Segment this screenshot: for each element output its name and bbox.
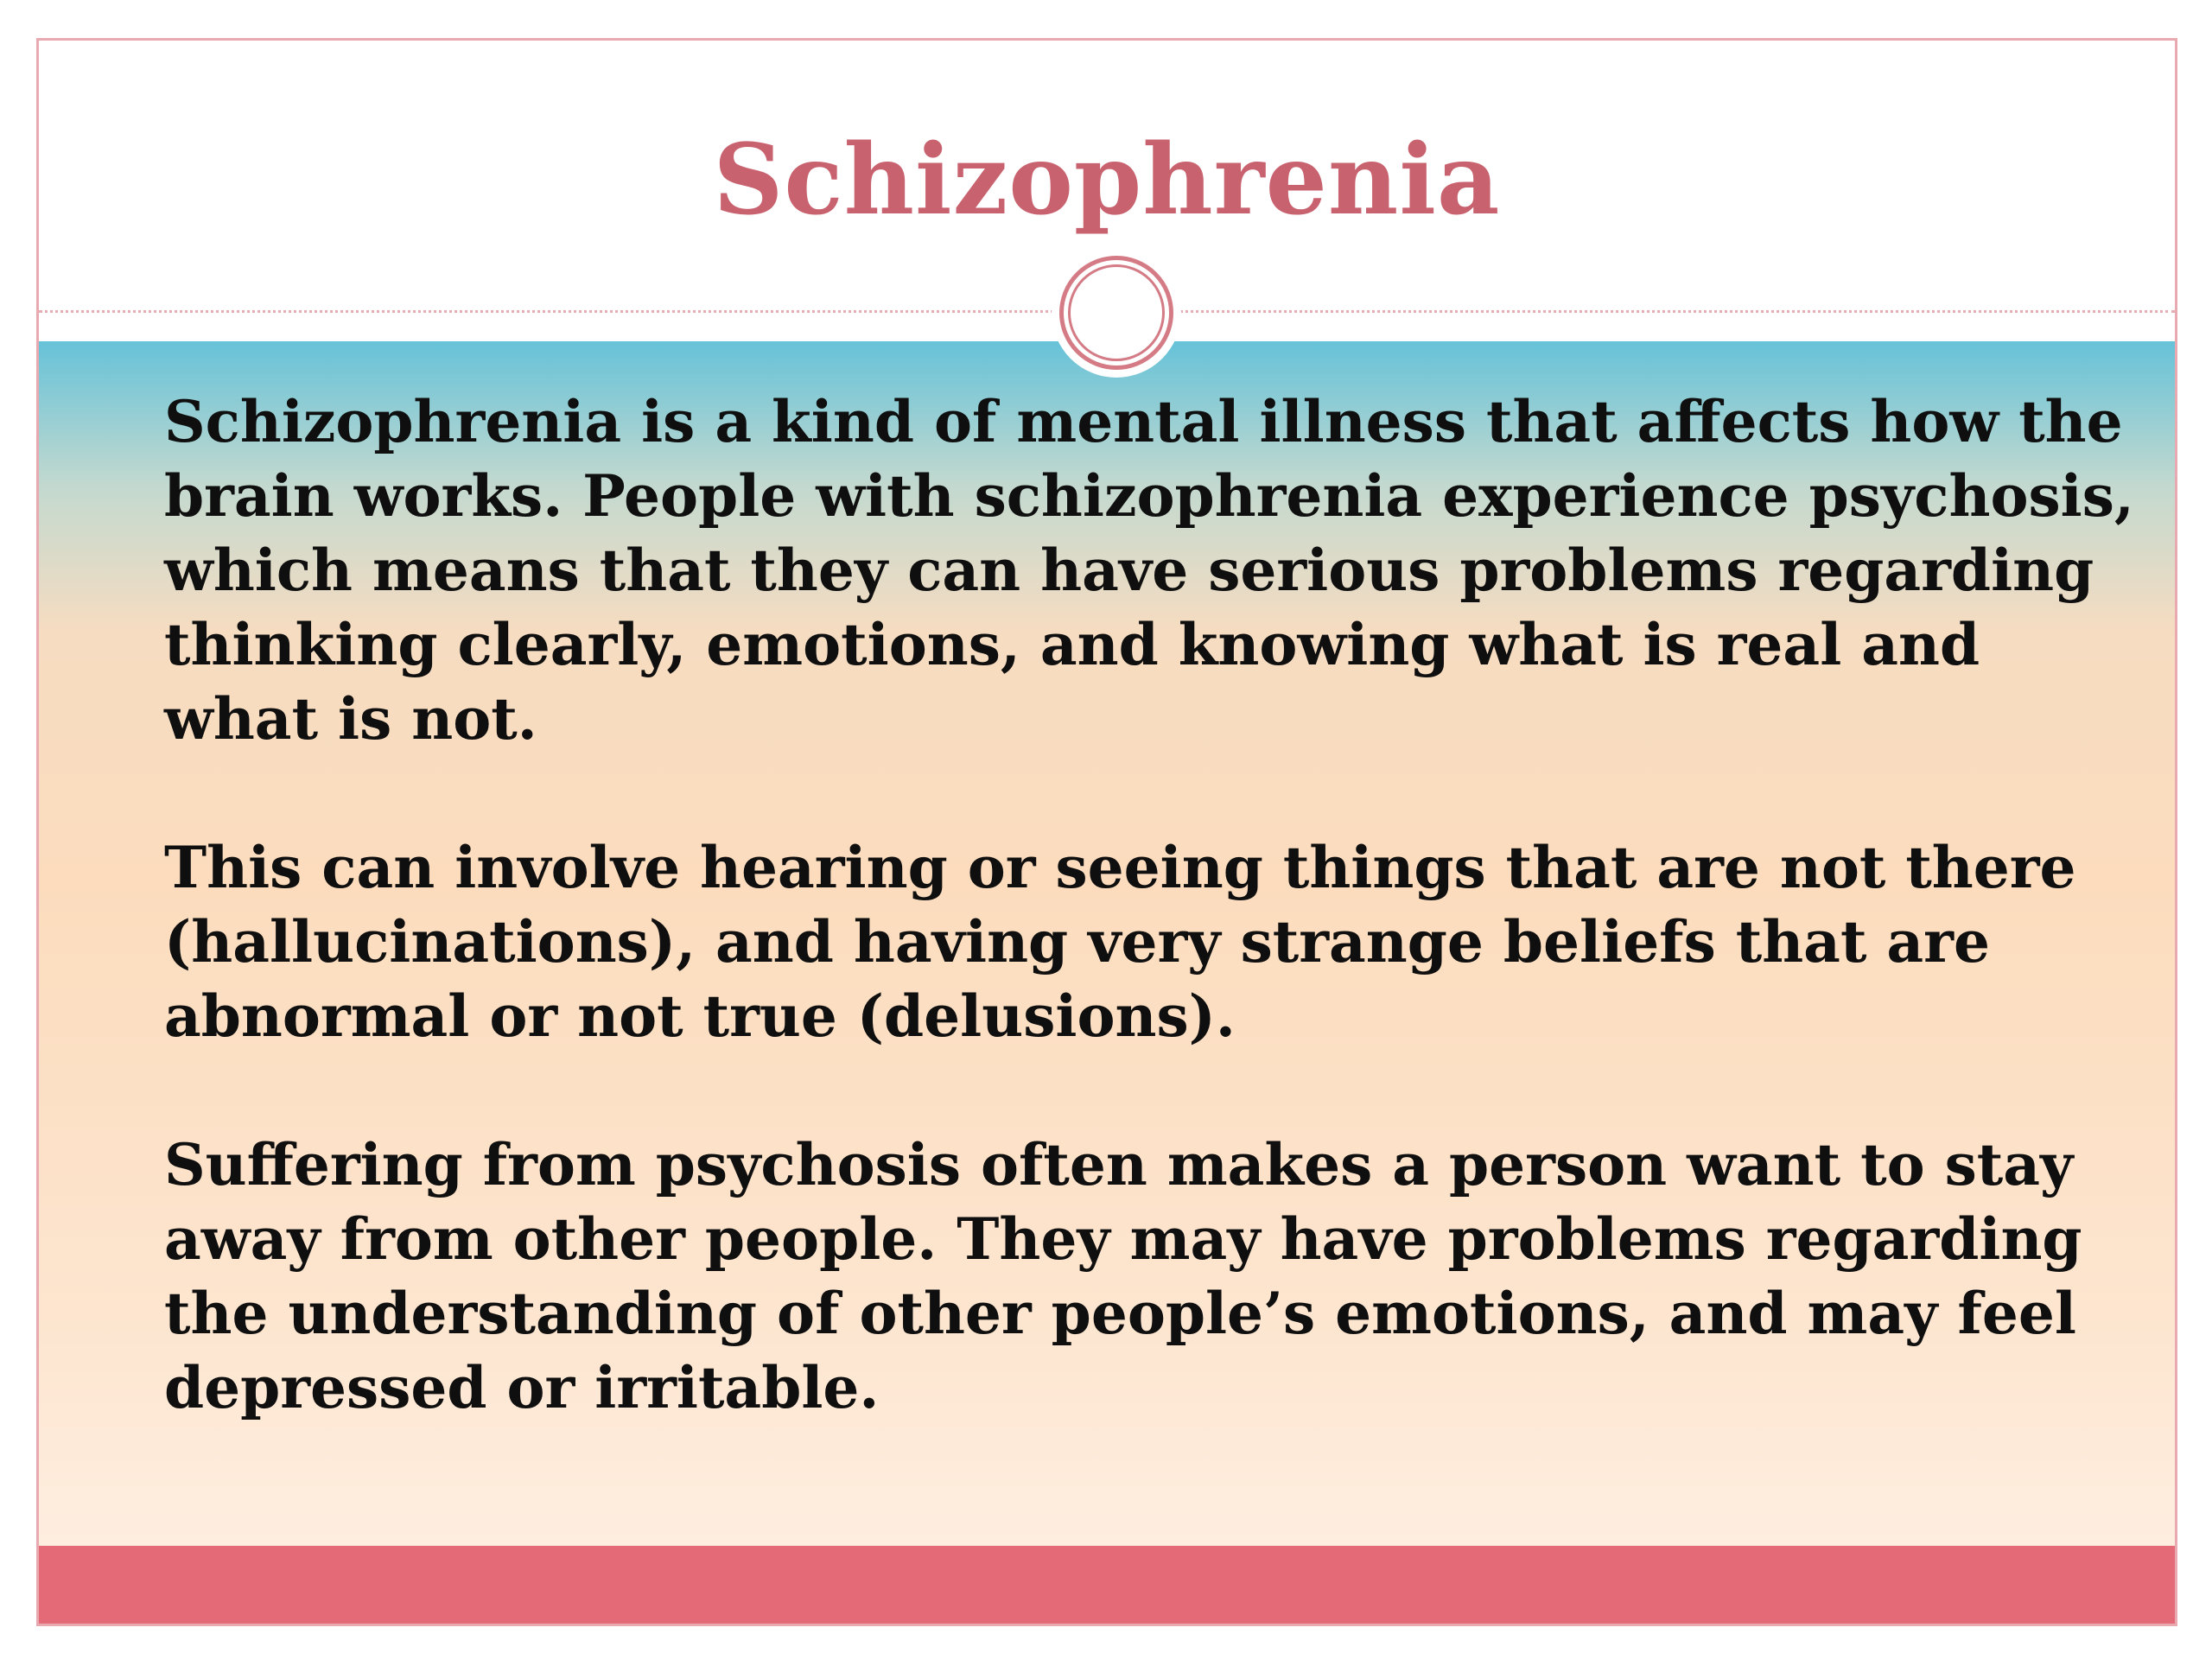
slide-title: Schizophrenia [713,124,1501,237]
circle-ornament-icon [1059,256,1173,370]
paragraph-symptoms: This can involve hearing or seeing things that are not there (hallucinations), and having very strange beliefs that are abnormal or not true (delusions). [164,834,2076,1050]
slide [36,38,2177,1626]
footer-bar [39,1546,2175,1624]
paragraph-social-effects: Suffering from psychosis often makes a person want to stay away from other people. They may have problems regarding the understanding of other people’s emotions, and may feel depressed or irritable. [164,1131,2082,1421]
paragraph-definition: Schizophrenia is a kind of mental illness that affects how the brain works. People with schizophrenia experience psychosis, which means that they can have serious problems regarding thinking clearly, emotions, and knowing what is real and what is not. [164,388,2134,753]
slide-body [164,385,2143,1499]
